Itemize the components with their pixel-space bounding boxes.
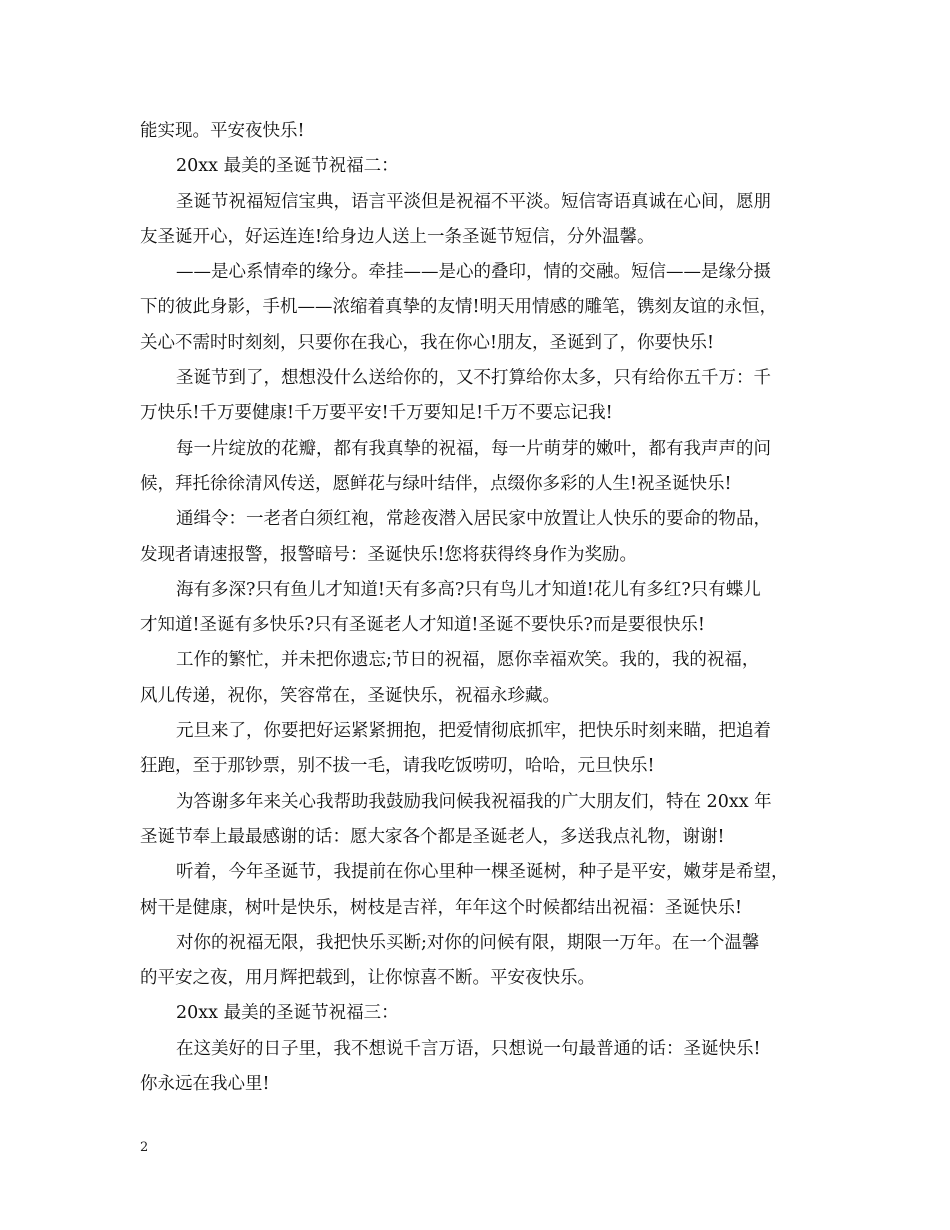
text-line: 能实现。平安夜快乐!: [140, 121, 305, 141]
text-line: 海有多深?只有鱼儿才知道!天有多高?只有鸟儿才知道!花儿有多红?只有蝶儿: [176, 579, 761, 600]
text-line: 关心不需时时刻刻，只要你在我心，我在你心!朋友，圣诞到了，你要快乐!: [140, 332, 715, 353]
text-line: 通缉令：一老者白须红袍，常趁夜潜入居民家中放置让人快乐的要命的物品，: [176, 509, 771, 530]
text-line: 听着，今年圣诞节，我提前在你心里种一棵圣诞树，种子是平安，嫩芽是希望，: [176, 862, 789, 883]
section-heading: 20xx 最美的圣诞节祝福三：: [176, 1003, 399, 1024]
text-line: 风儿传递，祝你，笑容常在，圣诞快乐，祝福永珍藏。: [140, 685, 560, 706]
text-line: 树干是健康，树叶是快乐，树枝是吉祥，年年这个时候都结出祝福：圣诞快乐!: [140, 897, 743, 918]
text-line: 下的彼此身影，手机——浓缩着真挚的友情!明天用情感的雕笔，镌刻友谊的永恒，: [140, 297, 778, 318]
text-line: 每一片绽放的花瓣，都有我真挚的祝福，每一片萌芽的嫩叶，都有我声声的问: [176, 438, 771, 459]
text-line: 工作的繁忙，并未把你遗忘;节日的祝福，愿你幸福欢笑。我的，我的祝福，: [176, 650, 760, 671]
text-line: 狂跑，至于那钞票，别不拔一毛，请我吃饭唠叨，哈哈，元旦快乐!: [140, 756, 655, 777]
text-line: 圣诞节祝福短信宝典，语言平淡但是祝福不平淡。短信寄语真诚在心间，愿朋: [176, 191, 771, 212]
document-body: [140, 114, 820, 1102]
text-line: 候，拜托徐徐清风传送，愿鲜花与绿叶结伴，点缀你多彩的人生!祝圣诞快乐!: [140, 473, 732, 494]
text-line: 对你的祝福无限，我把快乐买断;对你的问候有限，期限一万年。在一个温馨: [176, 932, 760, 953]
text-line: 在这美好的日子里，我不想说千言万语，只想说一句最普通的话：圣诞快乐!: [176, 1038, 761, 1059]
text-line: 友圣诞开心，好运连连!给身边人送上一条圣诞节短信，分外温馨。: [140, 226, 655, 247]
page-number: 2: [140, 1140, 149, 1155]
text-line: 的平安之夜，用月辉把载到，让你惊喜不断。平安夜快乐。: [140, 968, 595, 989]
text-line: 为答谢多年来关心我帮助我鼓励我问候我祝福我的广大朋友们，特在 20xx 年: [176, 791, 772, 812]
text-line: 圣诞节奉上最最感谢的话：愿大家各个都是圣诞老人，多送我点礼物，谢谢!: [140, 826, 725, 847]
section-heading: 20xx 最美的圣诞节祝福二：: [176, 156, 399, 177]
text-line: 圣诞节到了，想想没什么送给你的，又不打算给你太多，只有给你五千万：千: [176, 368, 771, 389]
text-line: 万快乐!千万要健康!千万要平安!千万要知足!千万不要忘记我!: [140, 403, 613, 424]
text-line: 你永远在我心里!: [140, 1074, 270, 1095]
text-line: ——是心系情牵的缘分。牵挂——是心的叠印，情的交融。短信——是缘分摄: [176, 262, 771, 283]
text-line: 元旦来了，你要把好运紧紧拥抱，把爱情彻底抓牢，把快乐时刻来瞄，把追着: [176, 721, 771, 742]
text-line: 才知道!圣诞有多快乐?只有圣诞老人才知道!圣诞不要快乐?而是要很快乐!: [140, 615, 705, 636]
text-line: 发现者请速报警，报警暗号：圣诞快乐!您将获得终身作为奖励。: [140, 544, 638, 565]
